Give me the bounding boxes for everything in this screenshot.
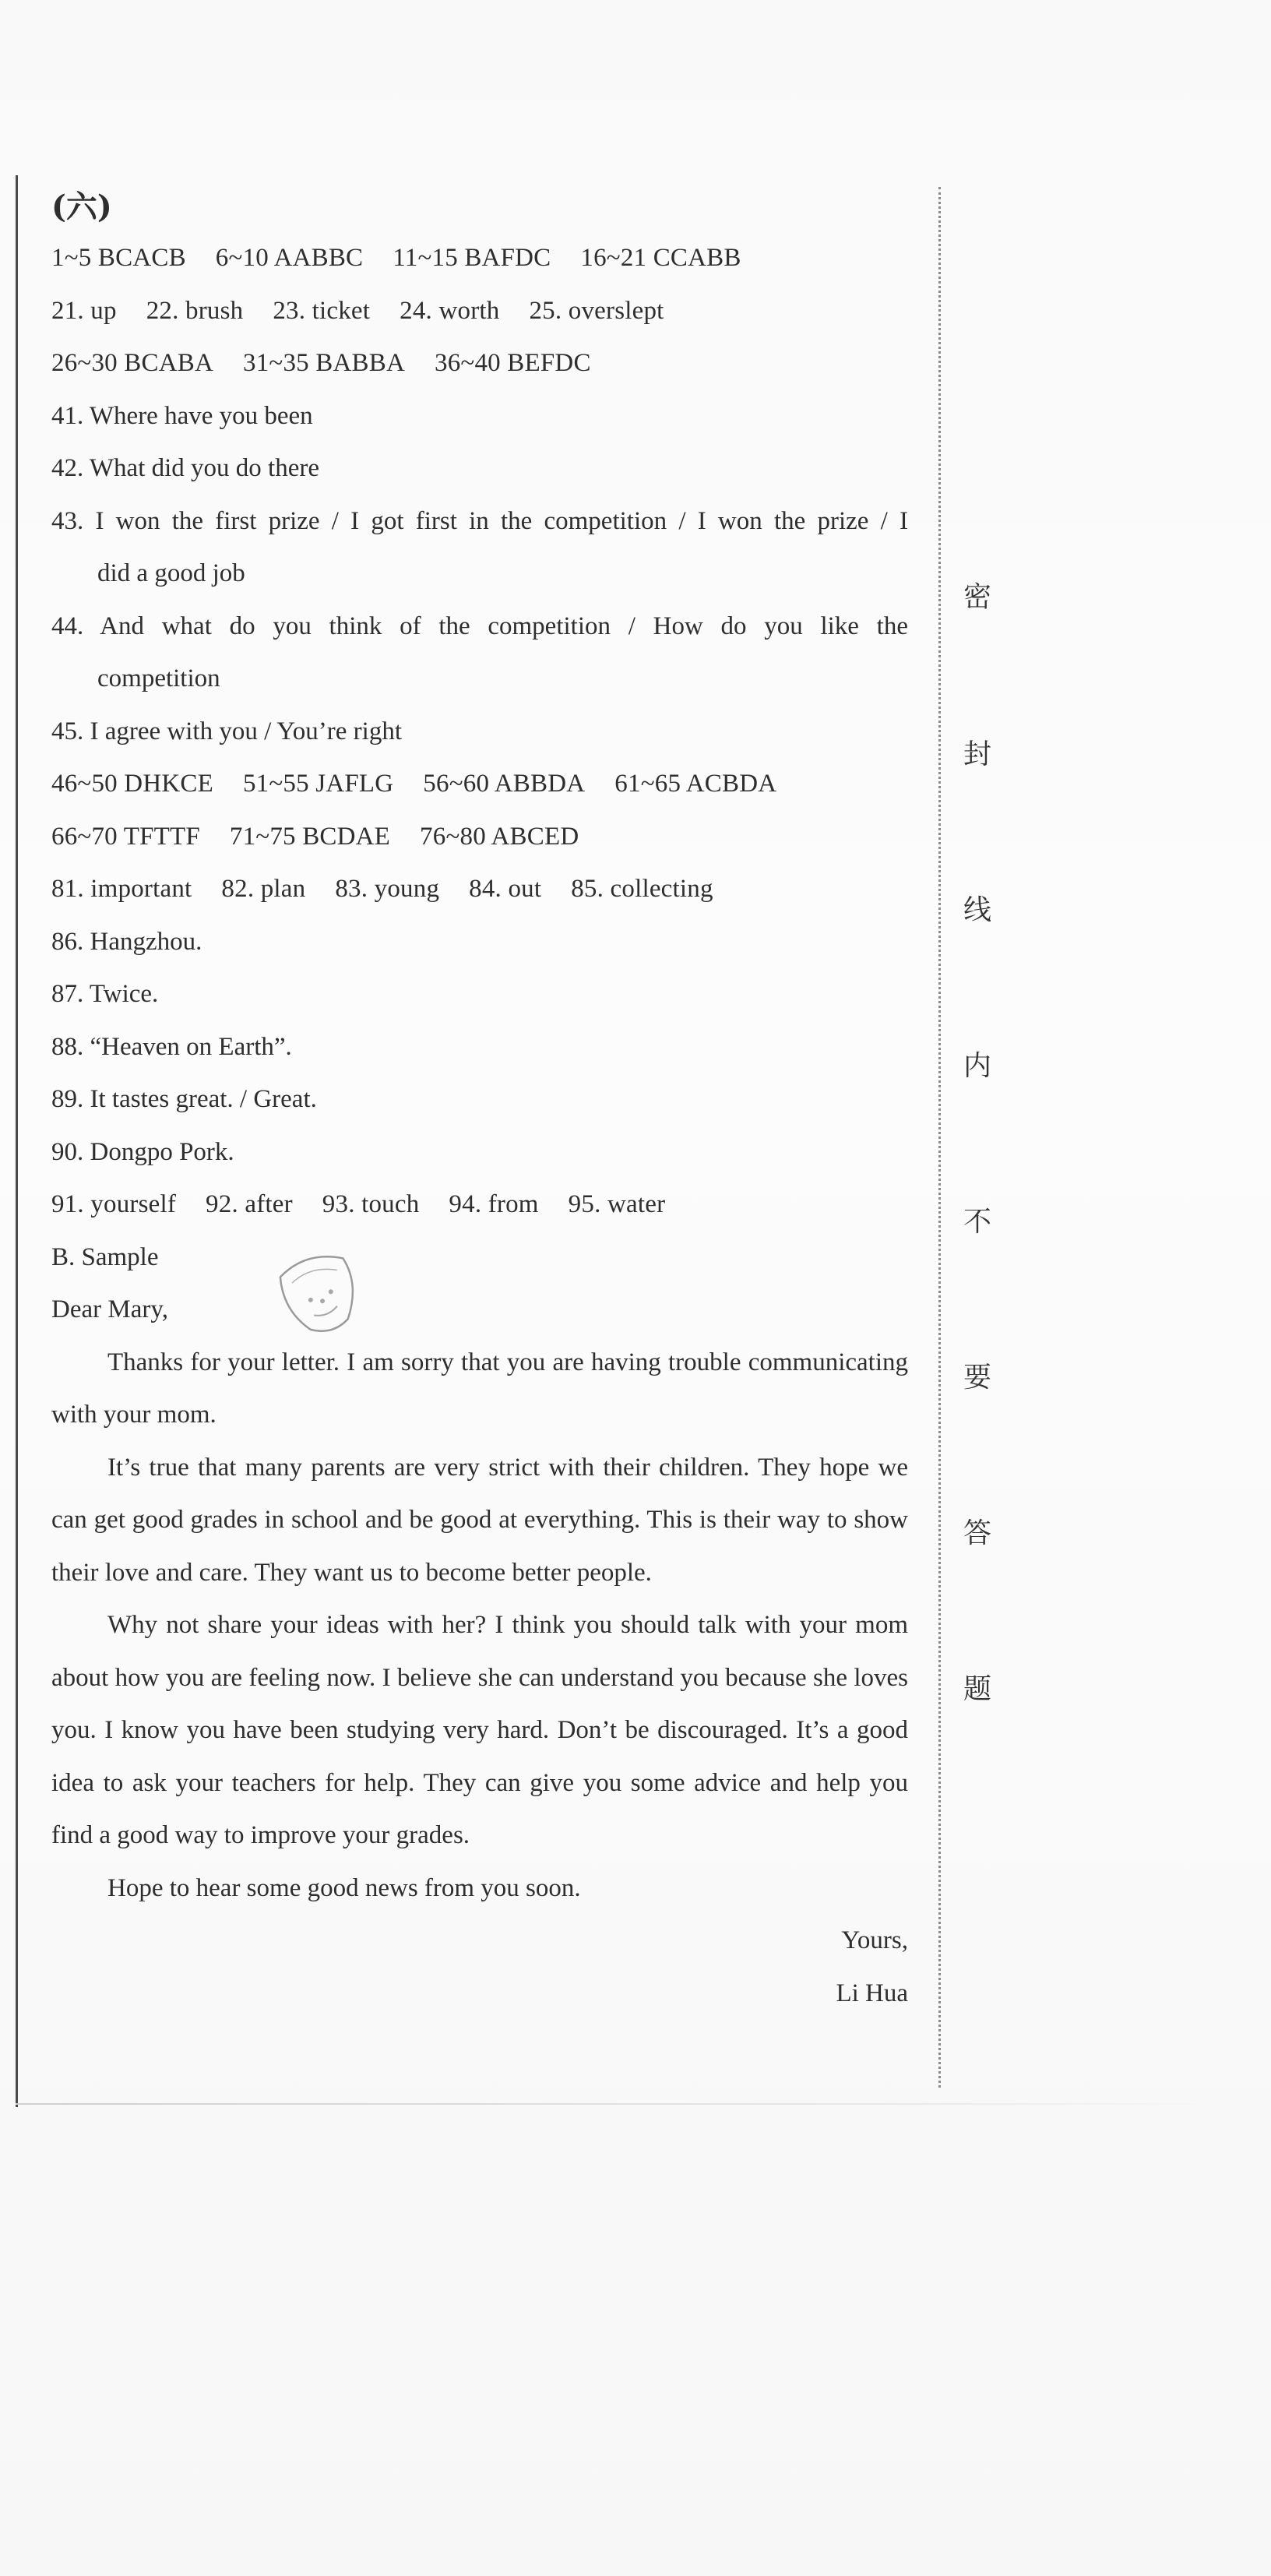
answer-group: 66~70 TFTTF bbox=[51, 822, 200, 851]
letter-paragraph-2: It’s true that many parents are very strict with their children. They hope we can get good grades in school and be good at everything. This is their way to show their love and care. They want us to become better people. bbox=[51, 1453, 908, 1587]
seal-dotted-line bbox=[938, 187, 941, 2088]
answer-43-line1: 43. I won the first prize / I got first in the competition / I won the prize / I bbox=[51, 506, 908, 535]
section-title: (六) bbox=[51, 189, 112, 225]
answer-group: 23. ticket bbox=[273, 296, 371, 325]
answer-group: 71~75 BCDAE bbox=[229, 822, 391, 851]
answer-90: 90. Dongpo Pork. bbox=[51, 1137, 234, 1166]
answer-group: 36~40 BEFDC bbox=[435, 349, 591, 377]
answer-group: 11~15 BAFDC bbox=[393, 244, 551, 272]
answer-group: 92. after bbox=[206, 1190, 293, 1218]
answer-88: 88. “Heaven on Earth”. bbox=[51, 1032, 292, 1061]
answer-group: 82. plan bbox=[221, 875, 306, 903]
answer-group: 56~60 ABBDA bbox=[423, 770, 586, 798]
seal-char: 不 bbox=[963, 1206, 991, 1238]
page-bottom-edge bbox=[16, 2103, 1231, 2105]
letter-greeting: Dear Mary, bbox=[51, 1295, 168, 1323]
answer-group: 84. out bbox=[469, 875, 542, 903]
answer-43-line2: did a good job bbox=[97, 559, 245, 587]
answer-group: 81. important bbox=[51, 875, 192, 903]
answer-group: 93. touch bbox=[322, 1190, 420, 1218]
answer-group: 22. brush bbox=[146, 296, 244, 325]
answer-row-3 bbox=[51, 337, 908, 390]
letter-closing: Yours, bbox=[841, 1926, 908, 1954]
answer-45: 45. I agree with you / You’re right bbox=[51, 717, 403, 745]
answer-group: 95. water bbox=[568, 1190, 666, 1218]
letter-paragraph-4: Hope to hear some good news from you soon. bbox=[107, 1873, 581, 1902]
answer-group: 26~30 BCABA bbox=[51, 349, 213, 377]
answer-group: 46~50 DHKCE bbox=[51, 770, 213, 798]
seal-char: 线 bbox=[963, 894, 991, 926]
answer-group: 6~10 AABBC bbox=[215, 244, 364, 272]
answer-group: 83. young bbox=[335, 875, 440, 903]
answer-sheet bbox=[51, 187, 908, 2020]
answer-42: 42. What did you do there bbox=[51, 454, 319, 482]
answer-row-5 bbox=[51, 811, 908, 864]
answer-89: 89. It tastes great. / Great. bbox=[51, 1085, 317, 1113]
answer-group: 16~21 CCABB bbox=[580, 244, 741, 272]
seal-char: 答 bbox=[963, 1517, 991, 1549]
answer-row-2 bbox=[51, 285, 908, 338]
answer-group: 61~65 ACBDA bbox=[614, 770, 777, 798]
seal-char: 密 bbox=[963, 581, 991, 613]
answer-group: 85. collecting bbox=[571, 875, 713, 903]
answer-group: 31~35 BABBA bbox=[243, 349, 405, 377]
seal-char: 封 bbox=[963, 738, 991, 770]
answer-row-4 bbox=[51, 758, 908, 811]
seal-char: 题 bbox=[963, 1673, 991, 1705]
answer-group: 24. worth bbox=[400, 296, 500, 325]
answer-group: 21. up bbox=[51, 296, 117, 325]
letter-paragraph-3: Why not share your ideas with her? I think you should talk with your mom about how you are feeling now. I believe she can understand you because she loves you. I know you have been studying very hard. Don’t be discouraged. It’s a good idea to ask your teachers for help. They can give you some advice and help you find a good way to improve your grades. bbox=[51, 1611, 908, 1849]
answer-86: 86. Hangzhou. bbox=[51, 927, 202, 956]
answer-group: 1~5 BCACB bbox=[51, 244, 186, 272]
answer-row-1 bbox=[51, 232, 908, 285]
letter-heading: B. Sample bbox=[51, 1242, 159, 1271]
answer-group: 76~80 ABCED bbox=[420, 822, 579, 851]
answer-41: 41. Where have you been bbox=[51, 401, 313, 430]
seal-char: 要 bbox=[963, 1362, 991, 1394]
seal-char: 内 bbox=[963, 1050, 991, 1082]
answer-44-line2: competition bbox=[97, 664, 220, 692]
answer-row-7 bbox=[51, 1179, 908, 1232]
answer-row-6 bbox=[51, 863, 908, 916]
answer-group: 91. yourself bbox=[51, 1190, 177, 1218]
answer-group: 25. overslept bbox=[529, 296, 664, 325]
letter-signature: Li Hua bbox=[836, 1979, 908, 2007]
letter-paragraph-1: Thanks for your letter. I am sorry that you are having trouble communicating with your mom. bbox=[51, 1348, 908, 1429]
answer-group: 51~55 JAFLG bbox=[242, 770, 394, 798]
answer-44-line1: 44. And what do you think of the competition / How do you like the bbox=[51, 611, 908, 640]
answer-group: 94. from bbox=[449, 1190, 539, 1218]
left-margin-rule bbox=[16, 175, 18, 2107]
answer-87: 87. Twice. bbox=[51, 980, 159, 1008]
